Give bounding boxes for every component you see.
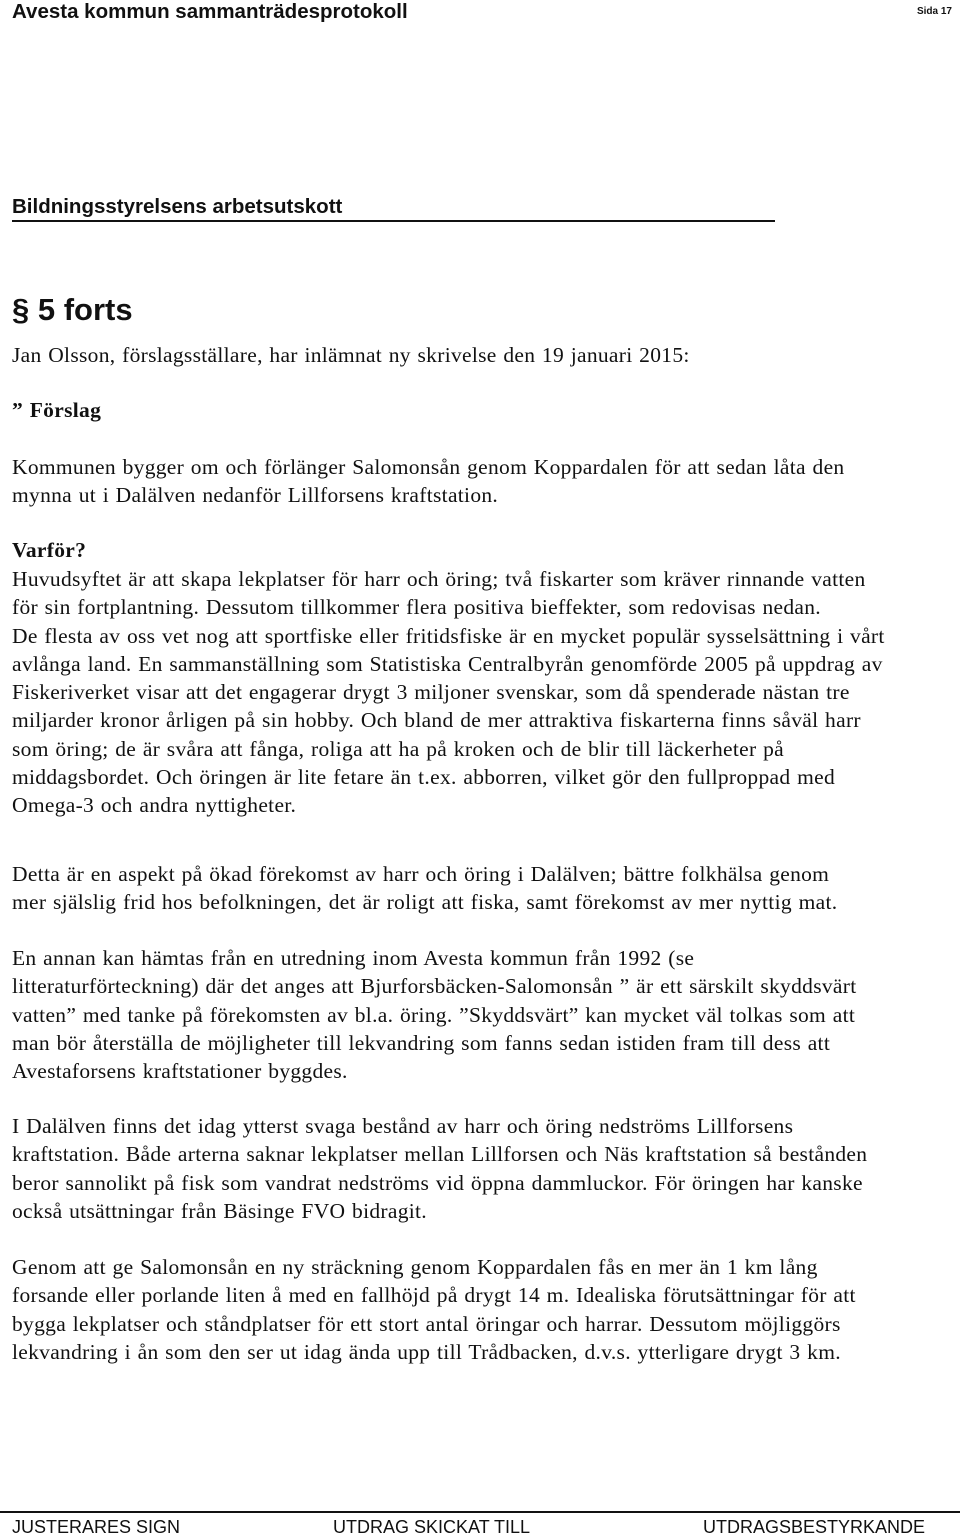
paragraph-line: Kommunen bygger om och förlänger Salomonsån genom Koppardalen för att sedan låta den xyxy=(12,455,845,479)
proposal-heading-label: Förslag xyxy=(29,398,102,422)
page-number: Sida 17 xyxy=(916,6,952,17)
paragraph-line: kraftstation. Både arterna saknar lekplatser mellan Lillforsen och Näs kraftstation så bestånden xyxy=(12,1142,868,1167)
paragraph-line: Genom att ge Salomonsån en ny sträckning genom Koppardalen fås en mer än 1 km lång xyxy=(12,1255,818,1279)
document-title: Avesta kommun sammanträdesprotokoll xyxy=(12,0,408,23)
footer-adjuster-sign: JUSTERARES SIGN xyxy=(12,1517,181,1536)
paragraph-line: De flesta av oss vet nog att sportfiske eller fritidsfiske är en mycket populär sysselsättning i vårt xyxy=(12,623,885,648)
paragraph-line: forsande eller porlande liten å med en fallhöjd på drygt 14 m. Idealiska förutsättningar för att xyxy=(12,1283,856,1308)
purpose-paragraph xyxy=(12,565,885,819)
proposal-heading xyxy=(12,396,101,424)
section-symbol: § xyxy=(12,292,30,327)
proposal-paragraph xyxy=(12,453,844,510)
section-heading xyxy=(12,292,133,328)
paragraph-line: Omega-3 och andra nyttigheter. xyxy=(12,793,297,817)
why-heading: Varför? xyxy=(12,538,87,562)
paragraph-line: som öring; de är svåra att fånga, roliga att ha på kroken och de blir till läckerheter på xyxy=(12,736,785,761)
quote-mark: ” xyxy=(12,398,24,422)
health-paragraph xyxy=(12,860,837,917)
paragraph-line: En annan kan hämtas från en utredning inom Avesta kommun från 1992 (se xyxy=(12,946,695,970)
paragraph-line: miljarder kronor årligen på sin hobby. Och bland de mer attraktiva fiskarterna finns såväl harr xyxy=(12,708,861,733)
new-course-paragraph xyxy=(12,1253,856,1366)
footer-extract-sent-to: UTDRAG SKICKAT TILL xyxy=(333,1517,531,1536)
committee-underline xyxy=(12,220,775,222)
paragraph-line: Fiskeriverket visar att det engagerar drygt 3 miljoner svenskar, som då spenderade nästan tre xyxy=(12,680,850,704)
paragraph-line: man bör återställa de möjligheter till lekvandring som fanns sedan istiden fram till dess att xyxy=(12,1030,831,1055)
paragraph-line: litteraturförteckning) där det anges att Bjurforsbäcken-Salomonsån ” är ett särskilt skyddsvärt xyxy=(12,974,857,999)
paragraph-line: vatten” med tanke på förekomsten av bl.a. öring. ”Skyddsvärt” kan mycket väl tolkas som att xyxy=(12,1002,856,1027)
paragraph-line: mynna ut i Dalälven nedanför Lillforsens kraftstation. xyxy=(12,483,499,508)
paragraph-line: avlånga land. En sammanställning som Statistiska Centralbyrån genomförde 2005 på uppdrag av xyxy=(12,651,883,676)
paragraph-line: Huvudsyftet är att skapa lekplatser för harr och öring; två fiskarter som kräver rinnande vatten xyxy=(12,567,866,591)
section-title: 5 forts xyxy=(37,292,133,327)
paragraph-line: Detta är en aspekt på ökad förekomst av harr och öring i Dalälven; bättre folkhälsa genom xyxy=(12,862,830,886)
paragraph-line: bygga lekplatser och ståndplatser för ett stort antal öringar och harrar. Dessutom möjliggörs xyxy=(12,1311,841,1336)
paragraph-line: mer själslig frid hos befolkningen, det är roligt att fiska, samt förekomst av mer nyttig mat. xyxy=(12,890,838,915)
paragraph-line: beror sannolikt på fisk som vandrat nedströms vid öppna dammluckor. För öringen har kanske xyxy=(12,1170,863,1195)
paragraph-line: middagsbordet. Och öringen är lite fetare än t.ex. abborren, vilket gör den fullproppad med xyxy=(12,764,835,789)
paragraph-line: också utsättningar från Bäsinge FVO bidragit. xyxy=(12,1198,427,1223)
fish-stock-paragraph xyxy=(12,1112,867,1225)
intro-line: Jan Olsson, förslagsställare, har inlämnat ny skrivelse den 19 januari 2015: xyxy=(12,343,690,367)
paragraph-line: för sin fortplantning. Dessutom tillkommer flera positiva bieffekter, som redovisas nedan. xyxy=(12,595,821,620)
report-paragraph xyxy=(12,944,857,1085)
paragraph-line: lekvandring i ån som den ser ut idag ända upp till Trådbacken, d.v.s. ytterligare drygt 3 km. xyxy=(12,1339,841,1364)
committee-name: Bildningsstyrelsens arbetsutskott xyxy=(12,195,343,218)
footer-rule xyxy=(0,1511,960,1513)
footer-extract-certification: UTDRAGSBESTYRKANDE xyxy=(703,1517,926,1536)
paragraph-line: I Dalälven finns det idag ytterst svaga bestånd av harr och öring nedströms Lillforsens xyxy=(12,1114,794,1138)
paragraph-line: Avestaforsens kraftstationer byggdes. xyxy=(12,1059,348,1083)
